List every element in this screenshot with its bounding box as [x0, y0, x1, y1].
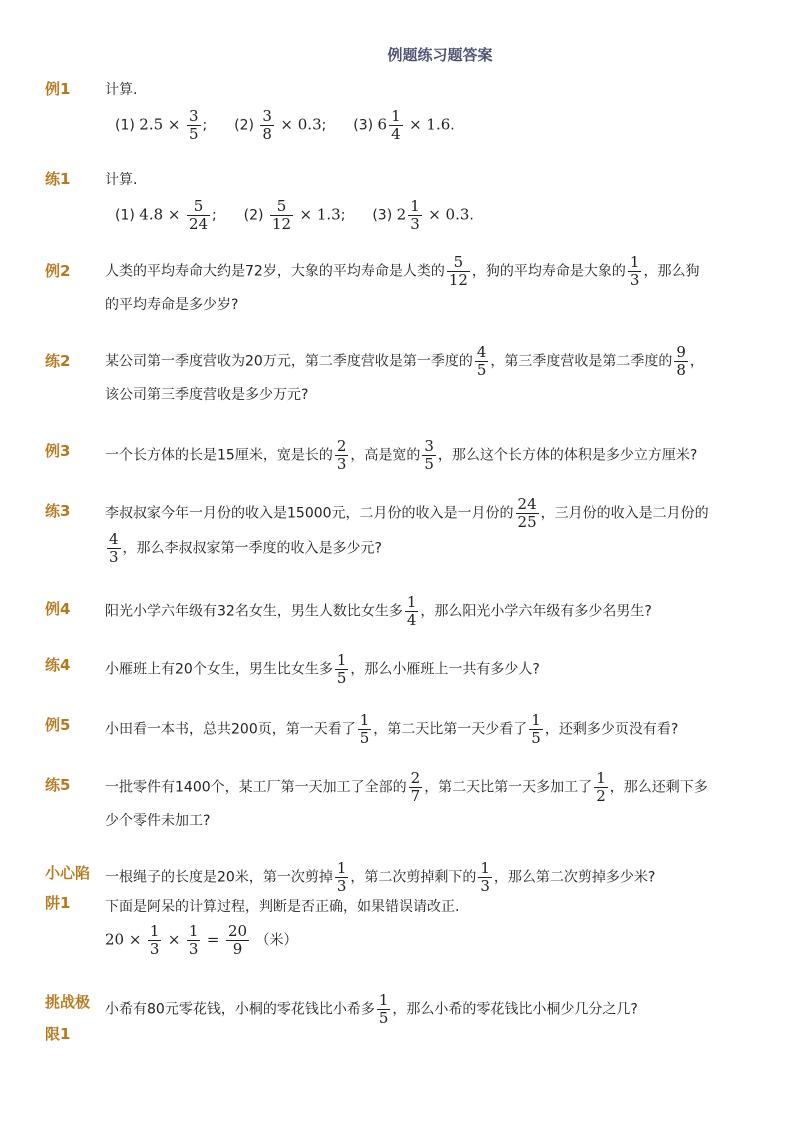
- fraction: $\frac{1}{3}$: [410, 197, 420, 233]
- part-number: (1): [115, 207, 135, 224]
- fraction: $\frac{4}{3}$: [109, 530, 119, 566]
- part-number: (2): [234, 117, 254, 134]
- part-number: (3): [353, 117, 374, 134]
- problem-label: 挑战极限1: [45, 993, 91, 1043]
- fraction: $\frac{4}{5}$: [476, 343, 487, 379]
- expression-text: × 0.3: [280, 115, 322, 134]
- fraction: $\frac{1}{5}$: [378, 991, 389, 1027]
- fraction: $\frac{5}{24}$: [188, 197, 209, 233]
- fraction: $\frac{1}{5}$: [531, 711, 541, 747]
- problem-label: 小心陷阱1: [45, 864, 91, 912]
- problem-label: 练3: [45, 502, 71, 520]
- problem-text: 一个长方体的长是15厘米，宽是长的 $\frac{2}{3}$ ，高是宽的 $\frac{3}{5}$ ，那么这个长方体的体积是多少立方厘米?: [105, 437, 698, 473]
- problem-label: 练2: [45, 352, 71, 370]
- problem-label: 例5: [45, 716, 71, 734]
- part-number: (2): [243, 207, 264, 224]
- problem-text: 一批零件有1400个，某工厂第一天加工了全部的 $\frac{2}{7}$ ，第二天比第一天多加工了 $\frac{1}{2}$ ，那么还剩下多 少个零件未加工?: [105, 769, 708, 829]
- expression-text: × 1.3: [299, 205, 341, 224]
- fraction: $\frac{1}{3}$: [480, 859, 490, 895]
- fraction: $\frac{1}{3}$: [188, 922, 199, 958]
- page-title: 例题练习题答案: [387, 46, 493, 64]
- problem-text: 阳光小学六年级有32名女生，男生人数比女生多 $\frac{1}{4}$ ，那么阳光小学六年级有多少名男生?: [105, 593, 652, 629]
- problem-text: 小田看一本书，总共200页，第一天看了 $\frac{1}{5}$ ，第二天比第一天少看了 $\frac{1}{5}$ ，还剩多少页没有看?: [105, 711, 679, 747]
- fraction: $\frac{2}{3}$: [336, 437, 347, 473]
- problem-intro: 计算.: [105, 172, 138, 188]
- fraction: $\frac{3}{5}$: [188, 107, 199, 143]
- mixed-whole: 6: [377, 115, 388, 134]
- problem-parts: (1) 2.5 × $\frac{3}{5}$ ; (2) $\frac{3}{8}$ × 0.3; (3) 6 $\frac{1}{4}$ × 1.6.: [115, 107, 455, 143]
- problem-text: 李叔叔家今年一月份的收入是15000元，二月份的收入是一月份的 $\frac{24}{25}$ ，三月份的收入是二月份的 $\frac{4}{3}$ ，那么李叔叔家第一季度的收入是多少元?: [105, 495, 709, 566]
- calculation: 20 × $\frac{1}{3}$ × $\frac{1}{3}$ = $\frac{20}{9}$ （米）: [105, 922, 298, 958]
- fraction: $\frac{1}{3}$: [336, 859, 347, 895]
- problem-label: 练1: [45, 170, 71, 188]
- expression-text: 2.5 ×: [139, 115, 181, 134]
- fraction: $\frac{3}{8}$: [262, 107, 272, 143]
- fraction: $\frac{1}{5}$: [336, 651, 347, 687]
- problem-label: 例3: [45, 442, 71, 460]
- problem-label: 例2: [45, 262, 71, 280]
- fraction: $\frac{1}{2}$: [596, 769, 606, 805]
- fraction: $\frac{1}{4}$: [406, 593, 417, 629]
- expression-text: 4.8 ×: [139, 205, 181, 224]
- expression-text: × 0.3: [428, 205, 470, 224]
- problem-label: 例1: [45, 80, 71, 98]
- problem-text: 人类的平均寿命大约是72岁，大象的平均寿命是人类的 $\frac{5}{12}$ ，狗的平均寿命是大象的 $\frac{1}{3}$ ，那么狗 的平均寿命是多少岁?: [105, 253, 700, 313]
- mixed-whole: 2: [396, 205, 407, 224]
- problem-text: [105, 164, 765, 233]
- problem-intro: 计算.: [105, 82, 138, 98]
- problem-label: 练4: [45, 656, 71, 674]
- fraction: $\frac{1}{3}$: [149, 922, 160, 958]
- problem-text: 某公司第一季度营收为20万元，第二季度营收是第一季度的 $\frac{4}{5}$ ，第三季度营收是第二季度的 $\frac{9}{8}$ ， 该公司第三季度营收是多少万元?: [105, 343, 704, 403]
- part-number: (3): [372, 207, 393, 224]
- problem-label: 练5: [45, 776, 71, 794]
- fraction: $\frac{24}{25}$: [517, 495, 537, 531]
- fraction: $\frac{20}{9}$: [227, 922, 248, 958]
- problem-text: 一根绳子的长度是20米，第一次剪掉 $\frac{1}{3}$ ，第二次剪掉剩下的 $\frac{1}{3}$ ，那么第二次剪掉多少米? 下面是阿呆的计算过程，判断是否正确，如果错误请改正. 20 × $\frac{1}{3}$ × $\frac{1}{3}$ = $\frac{20}{9}$ （米）: [105, 860, 765, 958]
- fraction: $\frac{9}{8}$: [676, 343, 686, 379]
- problem-text: 小雁班上有20个女生，男生比女生多 $\frac{1}{5}$ ，那么小雁班上一共有多少人?: [105, 651, 540, 687]
- expression-text: × 1.6: [409, 115, 451, 134]
- fraction: $\frac{1}{3}$: [629, 253, 640, 289]
- problem-text: 小希有80元零花钱，小桐的零花钱比小希多 $\frac{1}{5}$ ，那么小希的零花钱比小桐少几分之几?: [105, 991, 638, 1027]
- fraction: $\frac{5}{12}$: [448, 253, 468, 289]
- part-number: (1): [115, 117, 135, 134]
- problem-label: 例4: [45, 600, 71, 618]
- fraction: $\frac{1}{5}$: [359, 711, 370, 747]
- fraction: $\frac{5}{12}$: [271, 197, 292, 233]
- fraction: $\frac{1}{4}$: [391, 107, 401, 143]
- problem-parts: (1) 4.8 × $\frac{5}{24}$ ; (2) $\frac{5}{12}$ × 1.3; (3) 2 $\frac{1}{3}$ × 0.3.: [115, 197, 474, 233]
- problem-text: [105, 74, 765, 143]
- fraction: $\frac{3}{5}$: [424, 437, 434, 473]
- fraction: $\frac{2}{7}$: [410, 769, 421, 805]
